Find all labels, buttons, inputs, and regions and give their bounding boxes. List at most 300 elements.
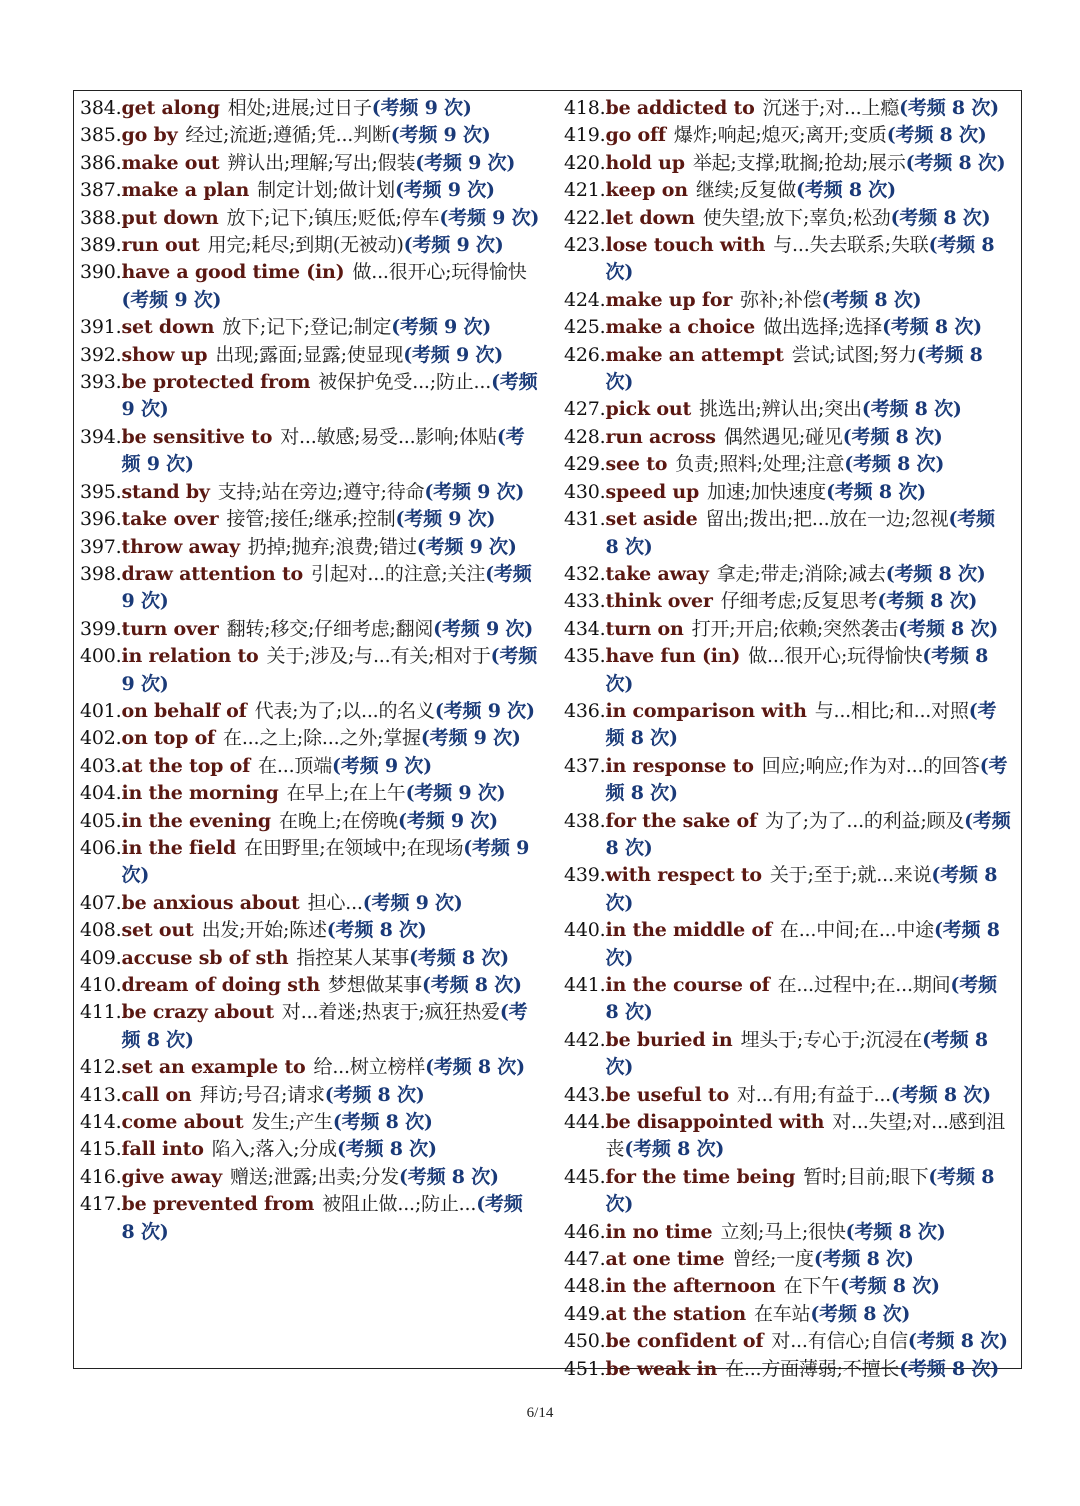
entry-number: 446. — [564, 1220, 606, 1243]
frequency-tag: (考频 8 次) — [399, 1165, 499, 1188]
phrase-english: make an attempt — [605, 343, 784, 366]
phrase-entry — [80, 232, 540, 259]
phrase-meaning: 在...过程中;在...期间 — [777, 974, 951, 996]
phrase-meaning: 为了;为了...的利益;顾及 — [765, 809, 965, 832]
entry-number: 396. — [80, 508, 122, 531]
entry-body — [122, 917, 540, 944]
entry-number: 384. — [80, 97, 122, 119]
frequency-tag: (考频 8 次) — [605, 508, 995, 558]
entry-number: 447. — [564, 1248, 606, 1271]
phrase-english: in the middle of — [605, 919, 772, 942]
phrase-english: draw attention to — [121, 562, 304, 585]
entry-number: 433. — [564, 590, 606, 613]
phrase-entry — [564, 287, 1012, 314]
phrase-entry — [80, 177, 540, 204]
entry-body — [606, 506, 1012, 561]
entry-number: 390. — [80, 261, 122, 284]
phrase-english: make a plan — [121, 179, 250, 202]
entry-number: 425. — [564, 316, 606, 339]
phrase-entry — [564, 479, 1012, 506]
entry-body — [606, 1301, 1012, 1328]
phrase-english: hold up — [605, 151, 685, 174]
frequency-tag: (考频 9 次) — [434, 699, 535, 722]
entry-number: 405. — [80, 809, 122, 832]
phrase-meaning: 代表;为了;以...的名义 — [254, 699, 435, 722]
phrase-entry — [80, 506, 540, 533]
entry-body — [606, 451, 1012, 478]
phrase-meaning: 梦想做某事 — [327, 974, 422, 996]
phrase-meaning: 负责;照料;处理;注意 — [675, 453, 845, 476]
phrase-entry — [564, 972, 1012, 1027]
entry-number: 385. — [80, 124, 122, 147]
phrase-meaning: 指控某人某事 — [296, 946, 410, 969]
entry-body — [606, 177, 1012, 204]
phrase-entry — [80, 890, 540, 917]
frequency-tag: (考频 8 次) — [885, 562, 986, 585]
entry-body — [122, 616, 540, 643]
entry-number: 400. — [80, 645, 122, 668]
frequency-tag: (考频 8 次) — [332, 1111, 433, 1134]
entry-number: 444. — [564, 1111, 606, 1134]
phrase-meaning: 出现;露面;显露;使显现 — [215, 343, 404, 366]
entry-body — [606, 314, 1012, 341]
phrase-english: be confident of — [605, 1330, 764, 1353]
phrase-english: stand by — [121, 480, 210, 503]
frequency-tag: (考频 9 次) — [420, 727, 521, 750]
phrase-entry — [80, 917, 540, 944]
entry-number: 434. — [564, 617, 606, 640]
phrase-english: throw away — [121, 535, 240, 558]
frequency-tag: (考频 8 次) — [821, 288, 922, 311]
phrase-meaning: 引起对...的注意;关注 — [311, 562, 486, 585]
entry-number: 398. — [80, 562, 122, 585]
phrase-entry — [564, 1246, 1012, 1273]
phrase-entry — [80, 835, 540, 890]
entry-number: 415. — [80, 1138, 122, 1161]
phrase-english: on behalf of — [121, 699, 247, 722]
entry-number: 416. — [80, 1165, 122, 1188]
phrase-meaning: 陷入;落入;分成 — [211, 1138, 337, 1161]
frequency-tag: (考频 8 次) — [905, 151, 1006, 174]
phrase-meaning: 在早上;在上午 — [286, 782, 406, 805]
phrase-entry — [80, 1082, 540, 1109]
phrase-english: be anxious about — [121, 891, 300, 914]
entry-body — [122, 506, 540, 533]
frequency-tag: (考频 8 次) — [605, 234, 995, 284]
frequency-tag: (考频 8 次) — [326, 919, 427, 942]
phrase-meaning: 在晚上;在傍晚 — [279, 809, 399, 832]
phrase-entry — [80, 698, 540, 725]
frequency-tag: (考频 9 次) — [403, 234, 504, 257]
phrase-meaning: 扔掉;抛弃;浪费;错过 — [247, 535, 417, 558]
phrase-meaning: 赠送;泄露;出卖;分发 — [229, 1165, 399, 1188]
phrase-meaning: 回应;响应;作为对...的回答 — [761, 754, 980, 777]
entry-number: 432. — [564, 562, 606, 585]
entry-number: 426. — [564, 343, 606, 366]
phrase-english: be disappointed with — [605, 1111, 825, 1134]
phrase-english: make out — [121, 151, 220, 174]
entry-number: 407. — [80, 891, 122, 914]
phrase-meaning: 制定计划;做计划 — [257, 179, 395, 202]
frequency-tag: (考频 9 次) — [391, 316, 492, 339]
phrase-entry — [564, 122, 1012, 149]
phrase-entry — [80, 753, 540, 780]
entry-body — [606, 1027, 1012, 1082]
phrase-english: in the field — [121, 836, 237, 859]
frequency-tag: (考频 8 次) — [891, 1083, 991, 1106]
phrase-entry — [80, 643, 540, 698]
entry-body — [122, 232, 540, 259]
phrase-english: go off — [605, 124, 666, 147]
entry-number: 408. — [80, 919, 122, 942]
phrase-meaning: 暂时;目前;眼下 — [803, 1165, 929, 1188]
phrase-entry — [80, 780, 540, 807]
phrase-meaning: 被阻止做...;防止... — [322, 1193, 477, 1216]
phrase-entry — [564, 616, 1012, 643]
phrase-english: be addicted to — [605, 97, 755, 119]
phrase-english: with respect to — [605, 864, 762, 887]
phrase-entry — [564, 1219, 1012, 1246]
entry-body — [122, 835, 540, 890]
entry-number: 440. — [564, 919, 606, 942]
entry-number: 431. — [564, 508, 606, 531]
entry-body — [122, 1164, 540, 1191]
phrase-entry — [564, 808, 1012, 863]
phrase-entry — [80, 1109, 540, 1136]
phrase-entry — [80, 314, 540, 341]
entry-body — [122, 1082, 540, 1109]
phrase-meaning: 翻转;移交;仔细考虑;翻阅 — [226, 617, 434, 640]
entry-body — [606, 342, 1012, 397]
entry-number: 428. — [564, 425, 606, 448]
entry-number: 411. — [80, 1001, 122, 1024]
entry-number: 450. — [564, 1330, 606, 1353]
phrase-english: turn over — [121, 617, 219, 640]
entry-number: 420. — [564, 151, 606, 174]
entry-number: 437. — [564, 754, 606, 777]
phrase-entry — [564, 177, 1012, 204]
entry-number: 430. — [564, 480, 606, 503]
entry-body — [606, 95, 1012, 122]
frequency-tag: (考频 8 次) — [605, 1028, 988, 1079]
phrase-entry — [564, 588, 1012, 615]
entry-body — [606, 396, 1012, 423]
phrase-meaning: 打开;开启;依赖;突然袭击 — [691, 617, 899, 640]
entry-body — [606, 150, 1012, 177]
frequency-tag: (考频 8 次) — [605, 645, 989, 695]
frequency-tag: (考频 8 次) — [605, 919, 1000, 969]
entry-number: 412. — [80, 1056, 122, 1079]
entry-number: 442. — [564, 1028, 606, 1051]
phrase-english: in comparison with — [605, 699, 807, 722]
phrase-english: show up — [121, 343, 208, 366]
phrase-meaning: 加速;加快速度 — [707, 480, 827, 503]
entry-number: 421. — [564, 179, 606, 202]
phrase-entry — [80, 122, 540, 149]
phrase-meaning: 立刻;马上;很快 — [720, 1220, 846, 1243]
entry-body — [606, 479, 1012, 506]
entry-number: 441. — [564, 974, 606, 996]
phrase-english: at the top of — [121, 754, 251, 777]
phrase-meaning: 继续;反复做 — [695, 179, 797, 202]
frequency-tag: (考频 8 次) — [899, 97, 999, 119]
phrase-entry — [564, 342, 1012, 397]
entry-number: 423. — [564, 234, 606, 257]
frequency-tag: (考频 9 次) — [121, 645, 538, 695]
entry-body — [606, 287, 1012, 314]
frequency-tag: (考频 9 次) — [371, 97, 472, 119]
frequency-tag: (考频 8 次) — [409, 946, 509, 969]
phrase-meaning: 关于;涉及;与...有关;相对于 — [266, 645, 491, 668]
entry-body — [122, 753, 540, 780]
phrase-entry — [80, 616, 540, 643]
entry-number: 397. — [80, 535, 122, 558]
entry-body — [122, 177, 540, 204]
entry-number: 394. — [80, 425, 122, 448]
entry-number: 392. — [80, 343, 122, 366]
phrase-meaning: 在田野里;在领域中;在现场 — [244, 836, 464, 859]
entry-number: 395. — [80, 480, 122, 503]
entry-body — [122, 534, 540, 561]
phrase-meaning: 留出;拨出;把...放在一边;忽视 — [705, 508, 949, 531]
phrase-english: let down — [605, 206, 695, 229]
frequency-tag: (考频 8 次) — [886, 124, 987, 147]
entry-body — [122, 205, 540, 232]
phrase-english: at one time — [605, 1248, 725, 1271]
phrase-meaning: 仔细考虑;反复思考 — [720, 590, 878, 613]
phrase-entry — [564, 1109, 1012, 1164]
phrase-meaning: 关于;至于;就...来说 — [769, 864, 932, 887]
phrase-english: on top of — [121, 727, 216, 750]
phrase-meaning: 埋头于;专心于;沉浸在 — [740, 1028, 923, 1051]
phrase-entry — [564, 150, 1012, 177]
phrase-meaning: 沉迷于;对...上瘾 — [762, 97, 900, 119]
phrase-english: make up for — [605, 288, 733, 311]
phrase-meaning: 放下;记下;镇压;贬低;停车 — [226, 206, 440, 229]
frequency-tag: (考频 8 次) — [810, 1302, 911, 1325]
frequency-tag: (考频 9 次) — [390, 124, 491, 147]
frequency-tag: (考频 8 次) — [861, 398, 962, 421]
phrase-entry — [564, 95, 1012, 122]
phrase-meaning: 与...相比;和...对照 — [814, 699, 969, 722]
frequency-tag: (考频 9 次) — [398, 809, 498, 832]
entry-number: 401. — [80, 699, 122, 722]
entry-body — [122, 259, 540, 314]
phrase-meaning: 在下午 — [783, 1275, 840, 1298]
entry-number: 413. — [80, 1083, 122, 1106]
entry-number: 424. — [564, 288, 606, 311]
phrase-english: for the time being — [605, 1165, 796, 1188]
left-column — [80, 95, 540, 1246]
phrase-meaning: 尝试;试图;努力 — [791, 343, 917, 366]
phrase-list-frame — [73, 90, 1022, 1380]
entry-number: 449. — [564, 1302, 606, 1325]
entry-body — [122, 1109, 540, 1136]
phrase-meaning: 做...很开心;玩得愉快 — [352, 261, 527, 284]
entry-body — [122, 369, 540, 424]
entry-body — [122, 122, 540, 149]
phrase-entry — [80, 534, 540, 561]
phrase-english: go by — [121, 124, 178, 147]
phrase-english: speed up — [605, 480, 700, 503]
entry-number: 404. — [80, 782, 122, 805]
frequency-tag: (考频 8 次) — [324, 1083, 425, 1106]
phrase-english: come about — [121, 1111, 244, 1134]
phrase-entry — [80, 725, 540, 752]
phrase-meaning: 在...中间;在...中途 — [779, 919, 934, 942]
entry-body — [606, 122, 1012, 149]
entry-number: 436. — [564, 699, 606, 722]
frequency-tag: (考频 9 次) — [439, 206, 540, 229]
entry-number: 422. — [564, 206, 606, 229]
entry-number: 418. — [564, 97, 606, 119]
entry-number: 410. — [80, 974, 122, 996]
phrase-english: take away — [605, 562, 709, 585]
entry-number: 445. — [564, 1165, 606, 1188]
entry-number: 389. — [80, 234, 122, 257]
phrase-meaning: 出发;开始;陈述 — [201, 919, 327, 942]
entry-body — [122, 314, 540, 341]
phrase-english: for the sake of — [605, 809, 758, 832]
phrase-entry — [80, 424, 540, 479]
phrase-entry — [564, 396, 1012, 423]
phrase-entry — [80, 999, 540, 1054]
phrase-entry — [564, 1273, 1012, 1300]
phrase-english: set aside — [605, 508, 698, 531]
phrase-english: dream of doing sth — [121, 974, 320, 996]
entry-number: 393. — [80, 371, 122, 394]
phrase-english: at the station — [605, 1302, 746, 1325]
entry-body — [122, 342, 540, 369]
phrase-entry — [80, 1164, 540, 1191]
phrase-entry — [564, 506, 1012, 561]
phrase-english: be sensitive to — [121, 425, 273, 448]
phrase-english: turn on — [605, 617, 684, 640]
frequency-tag: (考频 9 次) — [121, 371, 538, 421]
phrase-english: be prevented from — [121, 1193, 315, 1216]
frequency-tag: (考频 8 次) — [813, 1248, 914, 1271]
entry-body — [606, 588, 1012, 615]
entry-number: 414. — [80, 1111, 122, 1134]
phrase-meaning: 偶然遇见;碰见 — [723, 425, 843, 448]
phrase-english: accuse sb of sth — [121, 946, 289, 969]
phrase-meaning: 辨认出;理解;写出;假装 — [227, 151, 416, 174]
phrase-meaning: 给...树立榜样 — [313, 1056, 426, 1079]
frequency-tag: (考频 8 次) — [121, 1001, 528, 1051]
phrase-meaning: 拿走;带走;消除;减去 — [716, 562, 886, 585]
phrase-entry — [80, 342, 540, 369]
phrase-entry — [80, 808, 540, 835]
phrase-english: get along — [121, 97, 220, 119]
phrase-meaning: 相处;进展;过日子 — [227, 97, 372, 119]
entry-number: 399. — [80, 617, 122, 640]
entry-number: 429. — [564, 453, 606, 476]
frequency-tag: (考频 9 次) — [424, 480, 525, 503]
frequency-tag: (考频 8 次) — [842, 425, 943, 448]
entry-number: 388. — [80, 206, 122, 229]
entry-body — [122, 808, 540, 835]
phrase-entry — [80, 479, 540, 506]
entry-body — [606, 1164, 1012, 1219]
phrase-entry — [564, 232, 1012, 287]
frequency-tag: (考频 9 次) — [332, 754, 432, 777]
phrase-meaning: 被保护免受...;防止... — [318, 371, 492, 394]
frequency-tag: (考频 9 次) — [415, 151, 516, 174]
phrase-meaning: 在...顶端 — [258, 754, 333, 777]
phrase-entry — [564, 1027, 1012, 1082]
phrase-entry — [80, 1136, 540, 1163]
frequency-tag: (考频 8 次) — [624, 1138, 725, 1161]
phrase-english: run across — [605, 425, 716, 448]
frequency-tag: (考频 8 次) — [826, 480, 926, 503]
phrase-english: in relation to — [121, 645, 259, 668]
frequency-tag: (考频 8 次) — [877, 590, 978, 613]
phrase-english: set out — [121, 919, 194, 942]
phrase-english: give away — [121, 1165, 222, 1188]
entry-number: 409. — [80, 946, 122, 969]
phrase-meaning: 接管;接任;继承;控制 — [226, 508, 396, 531]
entry-body — [606, 1109, 1012, 1164]
frequency-tag: (考频 8 次) — [336, 1138, 437, 1161]
phrase-meaning: 与...失去联系;失联 — [773, 234, 929, 257]
entry-body — [606, 205, 1012, 232]
entry-body — [122, 999, 540, 1054]
phrase-entry — [80, 561, 540, 616]
phrase-entry — [564, 561, 1012, 588]
phrase-english: have fun (in) — [605, 645, 741, 668]
entry-body — [122, 698, 540, 725]
phrase-english: have a good time (in) — [121, 261, 345, 284]
frequency-tag: (考频 8 次) — [840, 1275, 940, 1298]
phrase-entry — [564, 205, 1012, 232]
frequency-tag: (考频 8 次) — [605, 974, 997, 1024]
phrase-english: be protected from — [121, 371, 311, 394]
frequency-tag: (考频 9 次) — [121, 425, 525, 476]
phrase-english: in the course of — [605, 974, 770, 996]
entry-number: 386. — [80, 151, 122, 174]
phrase-english: in no time — [605, 1220, 713, 1243]
phrase-entry — [80, 150, 540, 177]
phrase-entry — [564, 424, 1012, 451]
phrase-entry — [564, 451, 1012, 478]
phrase-meaning: 担心... — [307, 891, 363, 914]
phrase-entry — [564, 1328, 1012, 1355]
phrase-english: set an example to — [121, 1056, 306, 1079]
entry-body — [606, 1328, 1012, 1355]
frequency-tag: (考频 9 次) — [405, 782, 506, 805]
entry-body — [122, 150, 540, 177]
frequency-tag: (考频 8 次) — [605, 1165, 995, 1216]
frequency-tag: (考频 8 次) — [844, 453, 945, 476]
entry-number: 406. — [80, 836, 122, 859]
phrase-english: take over — [121, 508, 219, 531]
phrase-meaning: 做...很开心;玩得愉快 — [748, 645, 923, 668]
phrase-meaning: 用完;耗尽;到期(无被动) — [207, 234, 404, 257]
phrase-english: be weak in — [605, 1357, 718, 1380]
entry-body — [122, 479, 540, 506]
phrase-entry — [564, 753, 1012, 808]
phrase-english: fall into — [121, 1138, 204, 1161]
entry-number: 439. — [564, 864, 606, 887]
entry-number: 438. — [564, 809, 606, 832]
frequency-tag: (考频 9 次) — [416, 535, 517, 558]
phrase-entry — [80, 1054, 540, 1081]
entry-number: 403. — [80, 754, 122, 777]
phrase-meaning: 对...敏感;易受...影响;体贴 — [280, 425, 497, 448]
phrase-english: in response to — [605, 754, 754, 777]
entry-body — [606, 862, 1012, 917]
entry-body — [122, 1054, 540, 1081]
